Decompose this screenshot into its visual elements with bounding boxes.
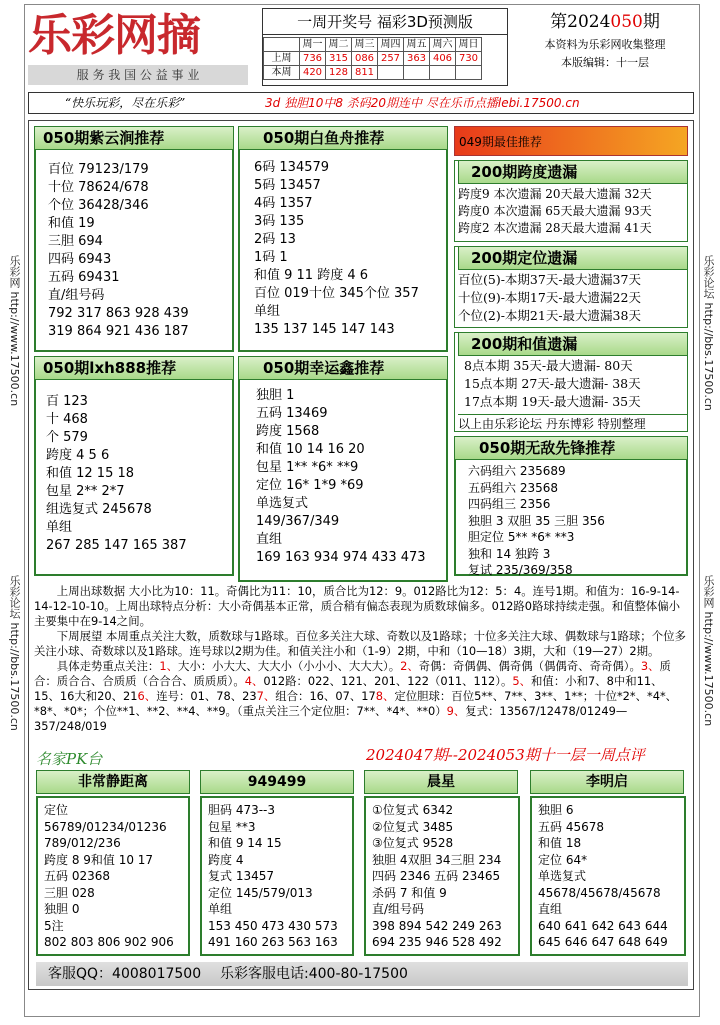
logo: [28, 8, 248, 63]
line: ③位复式 9528: [372, 836, 454, 850]
wudi-title: 050期无敌先锋推荐: [454, 436, 688, 460]
panel-lxh888-lines: [46, 393, 187, 555]
issue-note-2: 本版编辑：十一层: [561, 56, 649, 69]
line: 定位 64*: [538, 852, 588, 867]
line: 直组: [538, 902, 563, 916]
this-week-3: 811: [352, 66, 378, 80]
line: 独胆 3 双胆 35 三胆 356: [468, 513, 605, 528]
side-left-top: 乐彩网 http://www.17500.cn: [8, 255, 21, 407]
line: 五码 45678: [538, 819, 604, 834]
line: 398 894 542 249 263: [372, 918, 502, 933]
this-week-5: [404, 66, 430, 80]
line: 单组: [254, 304, 281, 319]
line: 6码 134579: [254, 160, 330, 175]
pk-title-4: 李明启: [530, 770, 684, 794]
line: 直组: [256, 532, 283, 547]
line: 杀码 7 和值 9: [372, 885, 447, 900]
line: 四码 6943: [48, 252, 112, 267]
day-1: 周一: [300, 38, 326, 52]
line: 三胆 694: [48, 234, 103, 249]
last-week-7: 730: [456, 52, 482, 66]
this-week-4: [378, 66, 404, 80]
line: 包星 2** 2*7: [46, 484, 125, 499]
side-right-top: 乐彩论坛 http://bbs.17500.cn: [702, 255, 715, 411]
panel-lxh888-title: 050期lxh888推荐: [34, 356, 234, 380]
line: 267 285 147 165 387: [46, 538, 187, 553]
line: 胆码 473--3: [208, 803, 276, 817]
line: 17点本期 19天-最大遗漏- 35天: [464, 394, 641, 409]
last-week-5: 363: [404, 52, 430, 66]
line: 45678/45678/45678: [538, 885, 661, 900]
line: 和值 10 14 16 20: [256, 442, 365, 457]
span-lines: [458, 186, 652, 237]
line: 169 163 934 974 433 473: [256, 550, 426, 565]
line: 直/组号码: [372, 902, 425, 916]
line: 复试 235/369/358: [468, 563, 573, 577]
line: 跨度 4: [208, 852, 244, 867]
this-week-7: [456, 66, 482, 80]
line: 和值 12 15 18: [46, 466, 135, 481]
line: ②位复式 3485: [372, 819, 454, 834]
line: 五码 69431: [48, 270, 120, 285]
line: 直/组号码: [48, 288, 105, 303]
line: 3码 135: [254, 214, 305, 229]
panel-baiyuzhou-title: 050期白鱼舟推荐: [238, 126, 448, 150]
line: 1码 1: [254, 250, 288, 265]
line: 组选复式 245678: [46, 502, 152, 517]
line: 独胆 0: [44, 902, 80, 916]
line: 五码 02368: [44, 869, 110, 883]
line: 四码 2346 五码 23465: [372, 869, 501, 883]
line: 5注: [44, 918, 64, 933]
day-3: 周三: [352, 38, 378, 52]
line: 和值 18: [538, 836, 582, 850]
side-right-bottom: 乐彩网 http://www.17500.cn: [702, 575, 715, 727]
line: 491 160 263 563 163: [208, 935, 338, 949]
line: 独和 14 独跨 3: [468, 546, 551, 561]
line: 单选复式: [538, 869, 587, 883]
line: 五码 13469: [256, 406, 328, 421]
pk-title-2: 949499: [200, 770, 354, 794]
panel-ziyunjian-lines: [48, 161, 189, 341]
panel-ziyunjian-title: 050期紫云涧推荐: [34, 126, 234, 150]
analysis-trend: 具体走势重点关注：1、大小：小大大、大大小（小小小、大大大）。2、奇偶：奇偶偶、偶奇偶（偶偶奇、奇奇偶）。3、质合：质合合、合质质（合合合、质质质）。4、012路：022、121、201、122（011、112）。5、和值：小和7、8中和11、15、16大和20、216、连号：01、78、237、组合：16、07、178、定位胆球：百位5**、7**、3**、1**；十位*2*、*4*、*8*、*0*；个位**1、**2、**4、**9。（重点关注三个定位胆：7**、*4*、**0）9、复式：13567/12478/01249—357/248/019: [34, 659, 678, 733]
pk-col-1: [36, 796, 190, 956]
center-title: 一周开奖号 福彩3D预测版: [263, 9, 507, 35]
row-this-week: 本周: [264, 66, 300, 80]
line: 跨度9 本次遗漏 20天最大遗漏 32天: [458, 187, 652, 201]
pk-title-3: 晨星: [364, 770, 518, 794]
line: 独胆 4双胆 34三胆 234: [372, 852, 502, 867]
line: 单组: [208, 902, 233, 916]
logo-slogan-bar: [28, 65, 248, 85]
line: 百位 019十位 345个位 357: [254, 286, 419, 301]
this-week-1: 420: [300, 66, 326, 80]
line: 复式 13457: [208, 869, 274, 883]
line: 694 235 946 528 492: [372, 935, 502, 949]
wudi-lines: [468, 463, 605, 579]
line: 8点本期 35天-最大遗漏- 80天: [464, 358, 633, 373]
line: 149/367/349: [256, 514, 340, 529]
header-issue: [516, 8, 694, 86]
line: 包星 1** *6* **9: [256, 460, 359, 475]
line: 十位 78624/678: [48, 180, 149, 195]
footer-bar: [36, 962, 688, 986]
pk-col-3: [364, 796, 520, 956]
issue-number: 第2024050期: [550, 12, 660, 32]
line: 和值 19: [48, 216, 95, 231]
line: 789/012/236: [44, 836, 121, 850]
line: 跨度 4 5 6: [46, 448, 110, 463]
line: ①位复式 6342: [372, 803, 454, 817]
promo-scroll: 3d 独胆10中8 杀码20期连中 尽在乐币点播lebi.17500.cn: [265, 96, 580, 110]
line: 4码 1357: [254, 196, 313, 211]
line: 和值 9 11 跨度 4 6: [254, 268, 369, 283]
line: 153 450 473 430 573: [208, 918, 338, 933]
panel-xingyunxin-lines: [256, 387, 426, 567]
line: 百 123: [46, 394, 88, 409]
analysis-last-week: 上周出球数据 大小比为10：11。奇偶比为11：10，质合比为12：9。012路比为12：5：4。连号1期。和值为：16-9-14-14-12-10-10。上周出球特点分析：大小奇偶基本正常，质合稍有偏态表现为质数球偏多。012路0路球持续走强。和值整体偏小主要集中在9-14之间。: [34, 584, 681, 628]
line: 独胆 6: [538, 803, 574, 817]
pos-title: 200期定位遗漏: [458, 246, 688, 270]
panel-baiyuzhou-lines: [254, 159, 419, 339]
best-label: 049期最佳推荐: [454, 126, 688, 156]
line: 和值 9 14 15: [208, 836, 282, 850]
pos-lines: [458, 271, 641, 325]
line: 跨度 1568: [256, 424, 320, 439]
line: 六码组六 235689: [468, 464, 566, 478]
line: 十 468: [46, 412, 88, 427]
line: 单选复式: [256, 496, 309, 511]
day-2: 周二: [326, 38, 352, 52]
line: 个 579: [46, 430, 88, 445]
span-title: 200期跨度遗漏: [458, 160, 688, 184]
last-week-2: 315: [326, 52, 352, 66]
line: 定位 16* 1*9 *69: [256, 478, 364, 493]
header-center: [262, 8, 508, 86]
line: 独胆 1: [256, 388, 295, 403]
line: 802 803 806 902 906: [44, 935, 174, 949]
credit: 以上由乐彩论坛 丹东博彩 特别整理: [458, 414, 688, 433]
line: 个位(2)-本期21天-最大遗漏38天: [458, 308, 641, 323]
analysis: [34, 584, 688, 734]
line: 跨度2 本次遗漏 28天最大遗漏 41天: [458, 221, 652, 235]
line: 645 646 647 648 649: [538, 935, 668, 949]
day-6: 周六: [430, 38, 456, 52]
week-table: [263, 37, 482, 80]
sum-title: 200期和值遗漏: [458, 332, 688, 356]
line: 个位 36428/346: [48, 198, 149, 213]
banner: [28, 92, 694, 114]
line: 三胆 028: [44, 885, 95, 900]
last-week-3: 086: [352, 52, 378, 66]
this-week-2: 128: [326, 66, 352, 80]
line: 792 317 863 928 439: [48, 306, 189, 321]
panel-xingyunxin-title: 050期幸运鑫推荐: [238, 356, 448, 380]
line: 五码组六 23568: [468, 480, 558, 495]
pk-label: 名家PK台: [36, 750, 103, 768]
issue-note-1: 本资料为乐彩网收集整理: [544, 38, 666, 51]
pk-col-2: [200, 796, 354, 956]
last-week-6: 406: [430, 52, 456, 66]
line: 单组: [46, 520, 73, 535]
line: 跨度0 本次遗漏 65天最大遗漏 93天: [458, 204, 652, 218]
this-week-6: [430, 66, 456, 80]
slogan: 服 务 我 国 公 益 事 业: [76, 68, 200, 82]
line: 百位 79123/179: [48, 162, 149, 177]
line: 十位(9)-本期17天-最大遗漏22天: [458, 290, 641, 305]
line: 5码 13457: [254, 178, 321, 193]
motto: “快乐玩彩，尽在乐彩”: [65, 96, 186, 110]
logo-text: 乐彩网摘: [28, 10, 200, 61]
line: 定位 145/579/013: [208, 885, 313, 900]
line: 定位: [44, 803, 69, 817]
line: 胆定位 5** *6* **3: [468, 530, 575, 544]
line: 135 137 145 147 143: [254, 322, 395, 337]
row-last-week: 上周: [264, 52, 300, 66]
line: 15点本期 27天-最大遗漏- 38天: [464, 376, 641, 391]
day-5: 周五: [404, 38, 430, 52]
sum-lines: [464, 357, 641, 411]
day-7: 周日: [456, 38, 482, 52]
line: 四码组三 2356: [468, 497, 551, 511]
line: 百位(5)-本期37天-最大遗漏37天: [458, 272, 641, 287]
footer-phone: 乐彩客服电话:400-80-17500: [220, 966, 408, 982]
day-4: 周四: [378, 38, 404, 52]
last-week-4: 257: [378, 52, 404, 66]
footer-qq: 客服QQ：4008017500: [48, 966, 202, 982]
side-left-bottom: 乐彩论坛 http://bbs.17500.cn: [8, 575, 21, 731]
line: 包星 **3: [208, 819, 256, 834]
line: 640 641 642 643 644: [538, 918, 668, 933]
line: 56789/01234/01236: [44, 819, 167, 834]
week-comment: 2024047期--2024053期十一层一周点评: [366, 746, 645, 764]
line: 2码 13: [254, 232, 296, 247]
last-week-1: 736: [300, 52, 326, 66]
analysis-outlook: 下周展望 本周重点关注大数，质数球与1路球。百位多关注大球、奇数以及1路球；十位多关注大球、偶数球与1路球；个位多关注小球、奇数球以及1路球。连号球以2期为佳。和值关注小和（1-9）2期，中和（10—18）3期，大和（19—27）2期。: [34, 629, 686, 658]
line: 跨度 8 9和值 10 17: [44, 852, 154, 867]
pk-title-1: 非常静距离: [36, 770, 190, 794]
pk-col-4: [530, 796, 686, 956]
line: 319 864 921 436 187: [48, 324, 189, 339]
